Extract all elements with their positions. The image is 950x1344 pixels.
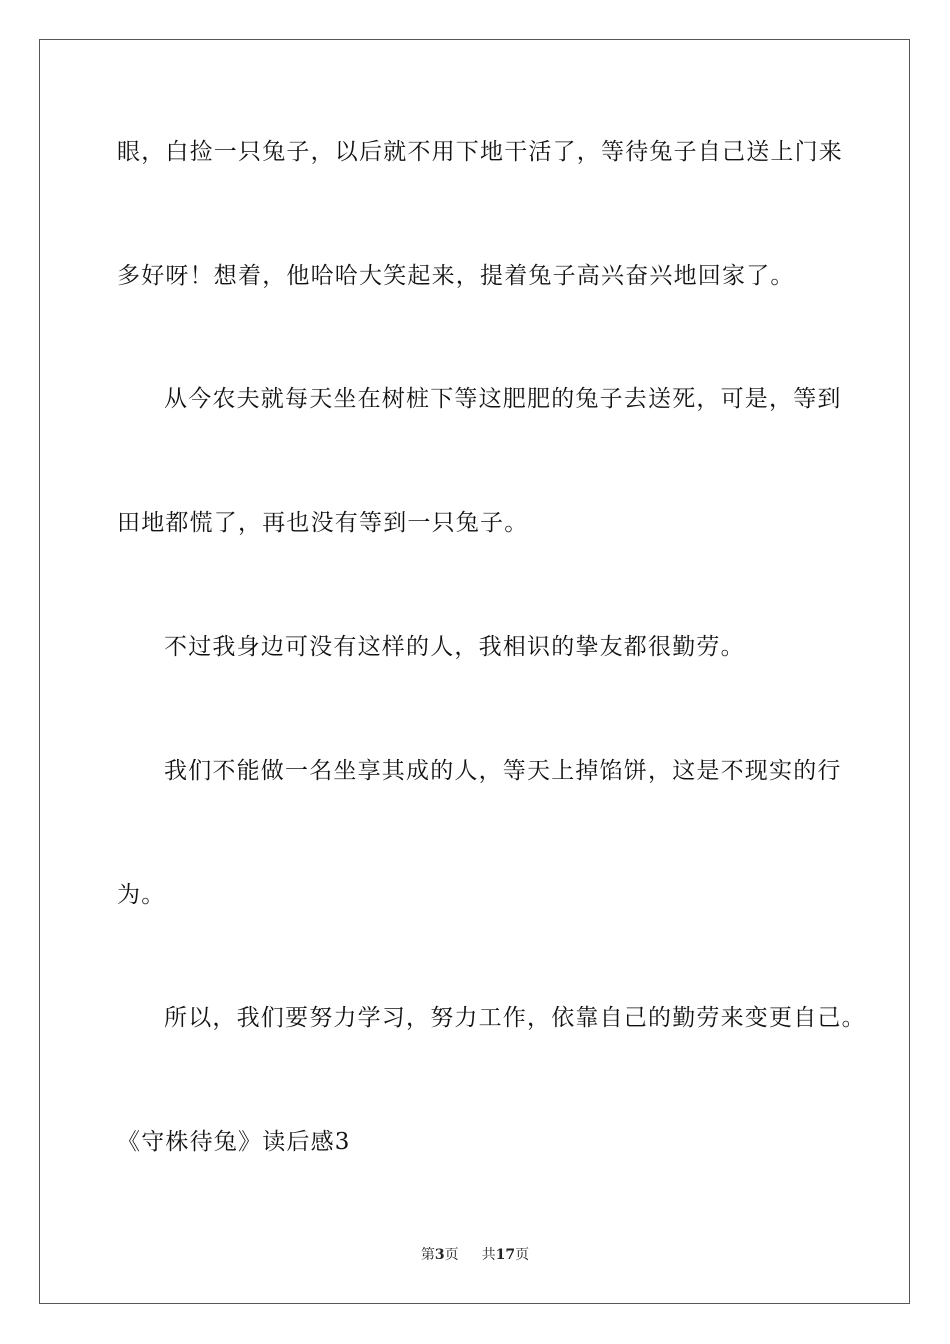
footer-page-current: 3: [434, 1247, 445, 1263]
footer-page-total: 17: [495, 1247, 516, 1263]
page-border: [39, 39, 910, 1304]
paragraph-line-8: 所以，我们要努力学习，努力工作，依靠自己的勤劳来变更自己。: [164, 1005, 866, 1031]
paragraph-line-3: 从今农夫就每天坐在树桩下等这肥肥的兔子去送死，可是，等到: [164, 386, 842, 412]
section-heading: 《守株待兔》读后感3: [117, 1129, 351, 1155]
paragraph-line-6: 我们不能做一名坐享其成的人，等天上掉馅饼，这是不现实的行: [164, 758, 842, 784]
footer-page-prefix: 第: [420, 1247, 435, 1263]
paragraph-line-5: 不过我身边可没有这样的人，我相识的挚友都很勤劳。: [164, 634, 745, 660]
footer-total-prefix: 共: [481, 1247, 496, 1263]
footer-page-suffix: 页: [444, 1247, 459, 1263]
page-footer: [0, 1246, 950, 1264]
text-line-7: 为。: [117, 882, 166, 908]
text-line-2: 多好呀！想着，他哈哈大笑起来，提着兔子高兴奋兴地回家了。: [117, 263, 795, 289]
text-line-1: 眼，白捡一只兔子，以后就不用下地干活了，等待兔子自己送上门来: [117, 139, 843, 165]
text-line-4: 田地都慌了，再也没有等到一只兔子。: [117, 510, 529, 536]
footer-total-suffix: 页: [515, 1247, 530, 1263]
